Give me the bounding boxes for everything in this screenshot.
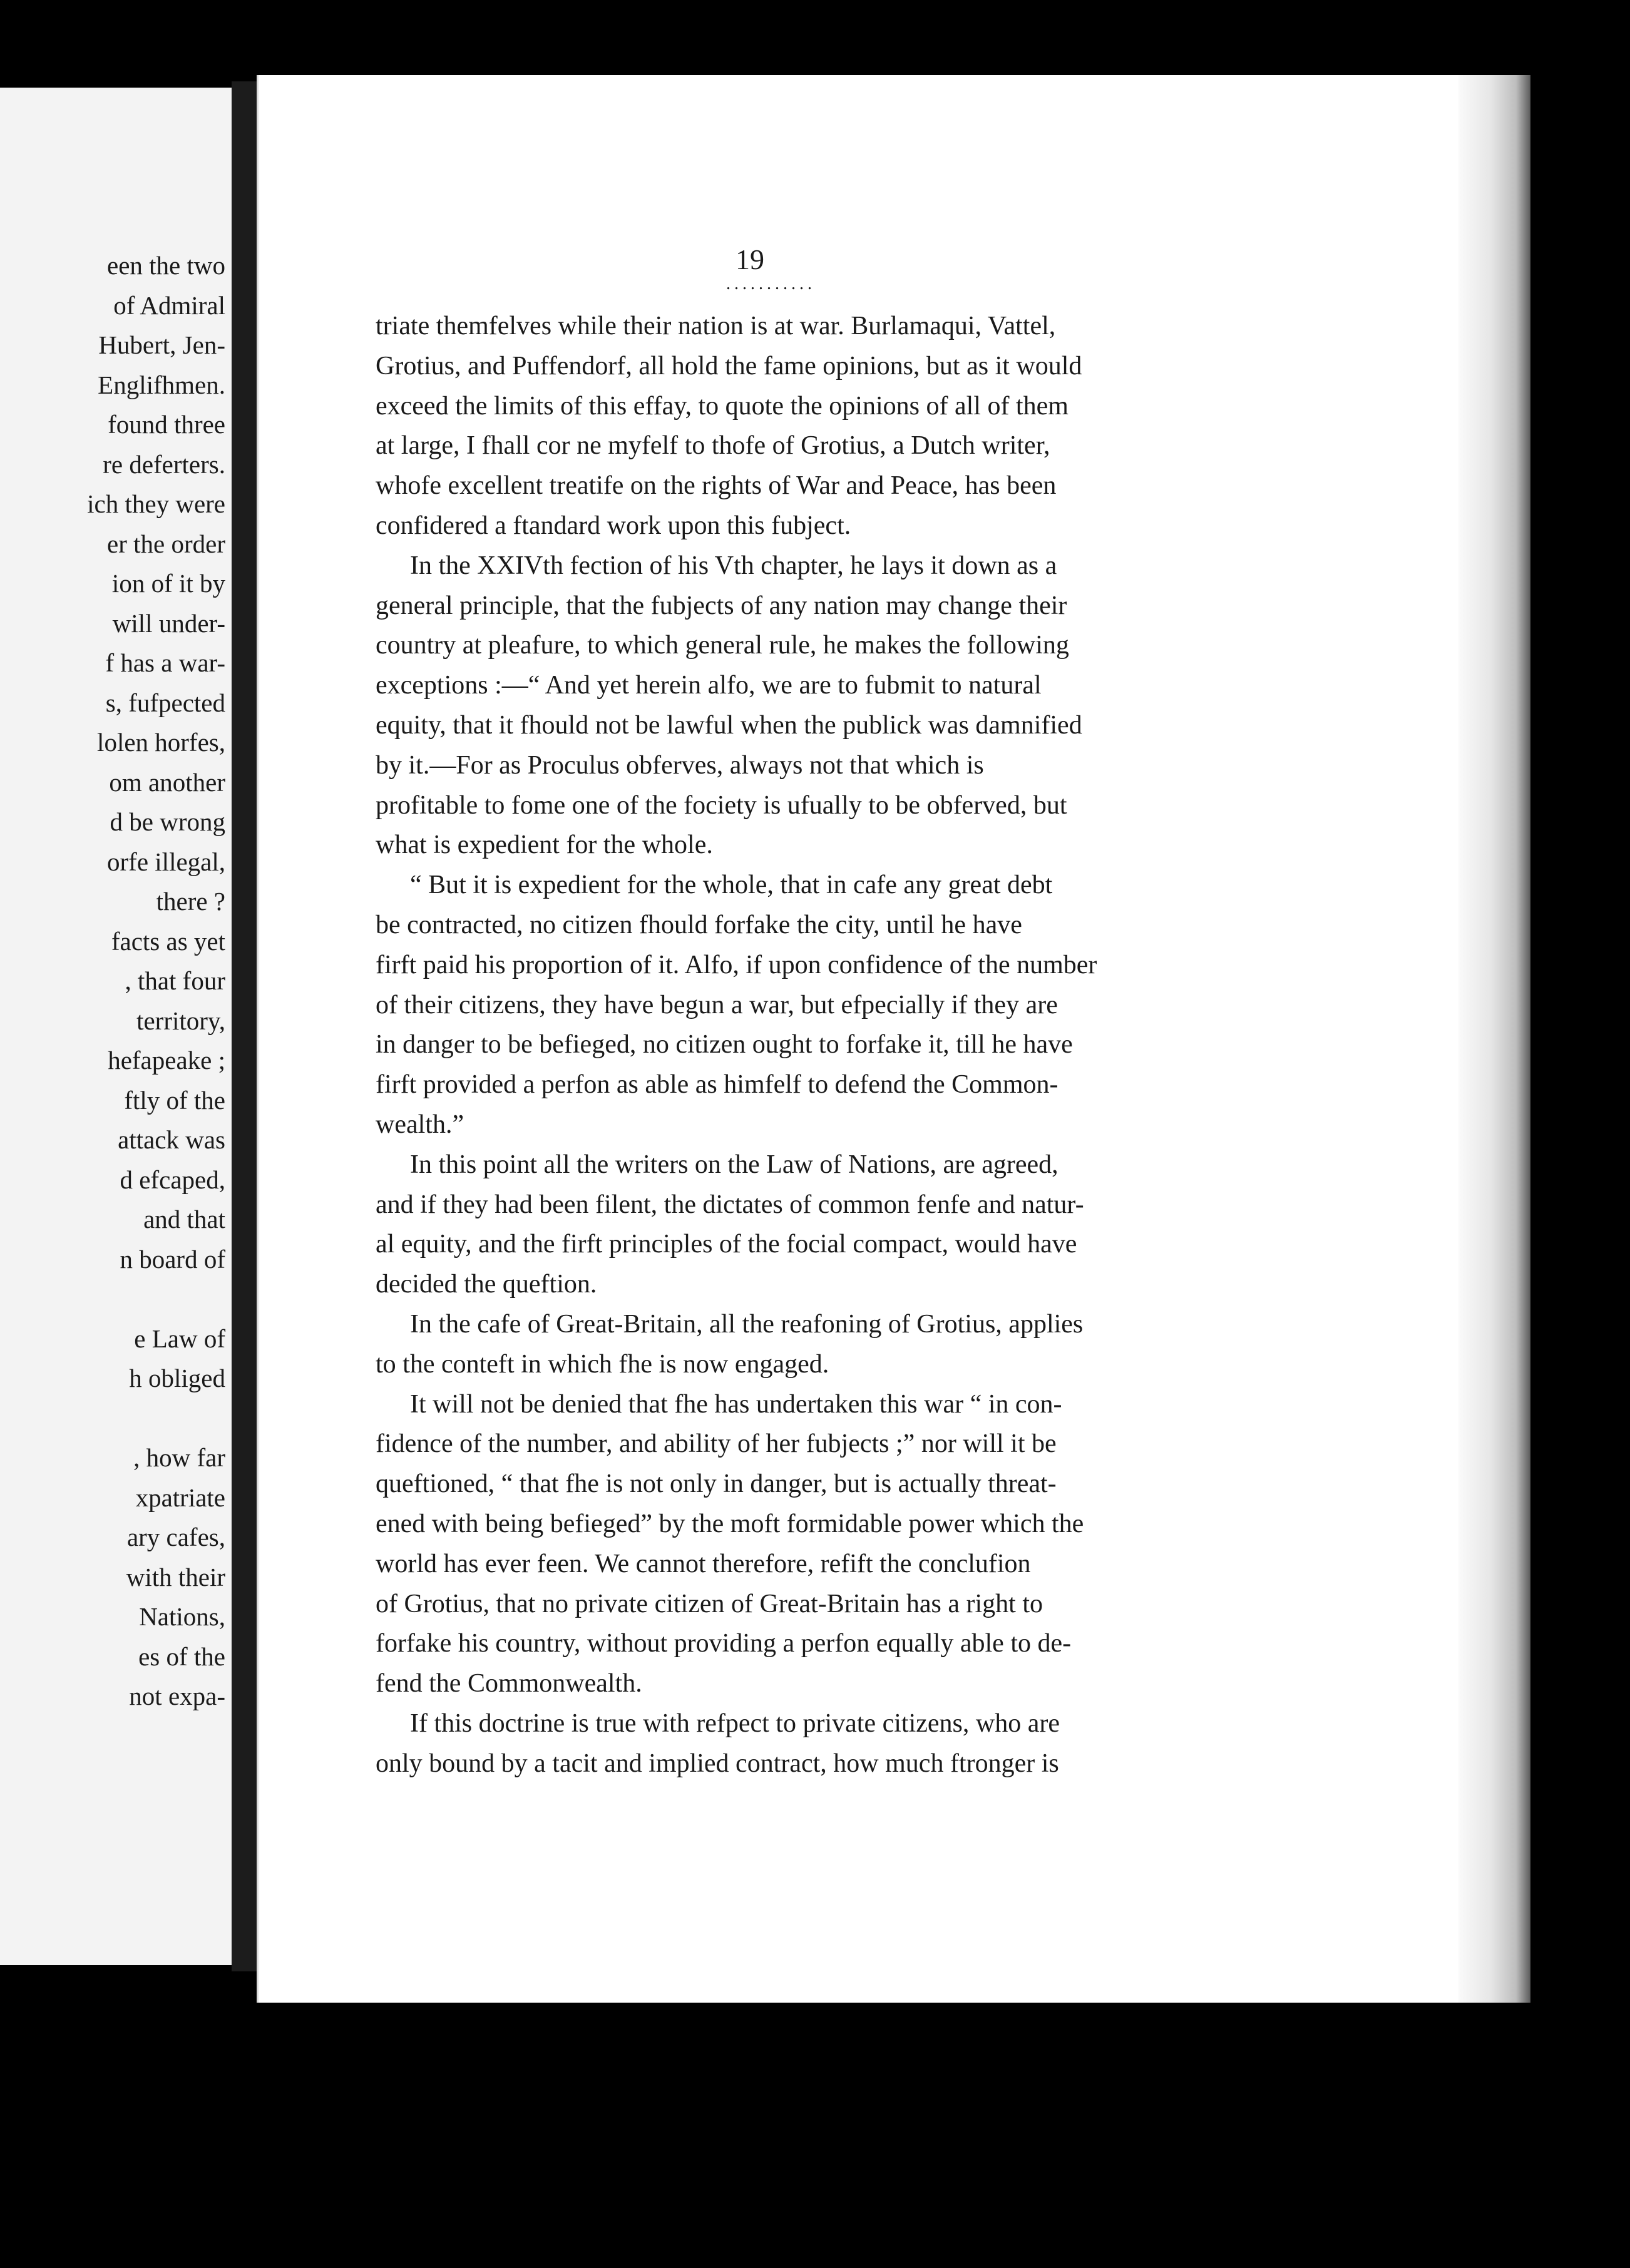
- text-line: If this doctrine is true with refpect to private citizens, who are: [410, 1709, 1060, 1738]
- text-line: of Grotius, that no private citizen of Great-Britain has a right to: [376, 1589, 1043, 1618]
- left-page-line: er the order: [107, 529, 225, 558]
- text-line: It will not be denied that fhe has undertaken this war “ in con-: [410, 1389, 1062, 1419]
- left-page-line: with their: [126, 1562, 225, 1591]
- left-page-line: there ?: [156, 887, 225, 916]
- text-line: fend the Commonwealth.: [376, 1669, 642, 1698]
- text-line: of their citizens, they have begun a war, but efpecially if they are: [376, 990, 1058, 1019]
- text-line: fidence of the number, and ability of her fubjects ;” nor will it be: [376, 1429, 1057, 1459]
- left-page-line: , how far: [133, 1443, 225, 1472]
- text-line: country at pleafure, to which general rule, he makes the following: [376, 631, 1069, 660]
- text-line: ened with being befieged” by the moft formidable power which the: [376, 1509, 1084, 1538]
- page-number-ornament: ...........: [726, 274, 816, 294]
- left-page-line: found three: [108, 410, 225, 439]
- left-page-line: d be wrong: [110, 807, 225, 836]
- text-line: In the cafe of Great-Britain, all the reafoning of Grotius, applies: [410, 1309, 1084, 1339]
- left-page-line: een the two: [107, 251, 225, 280]
- text-line: at large, I fhall cor ne myfelf to thofe of Grotius, a Dutch writer,: [376, 431, 1050, 461]
- left-page-line: hefapeake ;: [108, 1046, 225, 1075]
- text-line: profitable to fome one of the fociety is ufually to be obferved, but: [376, 790, 1067, 820]
- left-page-line: territory,: [136, 1006, 225, 1035]
- text-line: triate themfelves while their nation is at war. Burlamaqui, Vattel,: [376, 312, 1056, 340]
- left-page-line: lolen horfes,: [97, 728, 225, 757]
- text-line: firft provided a perfon as able as himfelf to defend the Common-: [376, 1070, 1058, 1100]
- text-line: whofe excellent treatife on the rights of War and Peace, has been: [376, 471, 1057, 501]
- left-page-line: ftly of the: [124, 1085, 225, 1115]
- text-line: exceptions :—“ And yet herein alfo, we are to fubmit to natural: [376, 671, 1042, 700]
- text-line: al equity, and the firft principles of the focial compact, would have: [376, 1230, 1077, 1259]
- text-line: “ But it is expedient for the whole, that in cafe any great debt: [410, 871, 1053, 900]
- text-line: In the XXIVth fection of his Vth chapter, he lays it down as a: [410, 551, 1057, 580]
- left-page-line: f has a war-: [105, 648, 225, 677]
- page-edge-shadow: [1458, 75, 1530, 2003]
- left-page-line: facts as yet: [111, 926, 225, 956]
- text-line: what is expedient for the whole.: [376, 830, 713, 860]
- text-line: confidered a ftandard work upon this fubject.: [376, 511, 851, 540]
- left-page: [0, 88, 232, 1965]
- left-page-line: will under-: [112, 608, 225, 638]
- left-page-line: re deferters.: [103, 449, 225, 479]
- text-line: and if they had been filent, the dictates of common fenfe and natur-: [376, 1190, 1084, 1219]
- left-page-line: ich they were: [87, 489, 225, 518]
- text-line: wealth.”: [376, 1110, 464, 1139]
- text-line: exceed the limits of this effay, to quote the opinions of all of them: [376, 391, 1069, 421]
- page-number: 19: [736, 243, 764, 275]
- left-page-line: , that four: [125, 966, 225, 995]
- text-line: queftioned, “ that fhe is not only in danger, but is actually threat-: [376, 1469, 1057, 1499]
- text-line: equity, that it fhould not be lawful when the publick was damnified: [376, 710, 1082, 740]
- left-page-line: Englifhmen.: [98, 370, 225, 399]
- left-page-line: orfe illegal,: [107, 847, 225, 876]
- text-line: firft paid his proportion of it. Alfo, if upon confidence of the number: [376, 950, 1097, 979]
- left-page-line: attack was: [118, 1125, 225, 1154]
- text-line: Grotius, and Puffendorf, all hold the fame opinions, but as it would: [376, 351, 1082, 381]
- left-page-line: n board of: [120, 1244, 225, 1274]
- left-page-line: ary cafes,: [126, 1523, 225, 1551]
- text-line: only bound by a tacit and implied contract, how much ftronger is: [376, 1749, 1059, 1778]
- text-line: be contracted, no citizen fhould forfake the city, until he have: [376, 910, 1022, 939]
- left-page-line: h obliged: [129, 1364, 225, 1392]
- left-page-line: Nations,: [139, 1602, 225, 1631]
- left-page-line: not expa-: [129, 1682, 225, 1710]
- text-line: decided the queftion.: [376, 1270, 597, 1299]
- left-page-line: om another: [109, 767, 225, 797]
- text-line: forfake his country, without providing a perfon equally able to de-: [376, 1629, 1072, 1658]
- text-line: to the conteft in which fhe is now engaged.: [376, 1349, 829, 1379]
- text-line: world has ever feen. We cannot therefore, refift the conclufion: [376, 1549, 1031, 1578]
- left-page-line: xpatriate: [135, 1483, 225, 1512]
- text-line: general principle, that the fubjects of any nation may change their: [376, 591, 1067, 620]
- text-line: In this point all the writers on the Law of Nations, are agreed,: [410, 1150, 1058, 1179]
- text-line: in danger to be befieged, no citizen ought to forfake it, till he have: [376, 1030, 1073, 1060]
- left-page-line: of Admiral: [113, 290, 225, 320]
- left-page-line: e Law of: [134, 1324, 225, 1353]
- left-page-line: s, fufpected: [105, 688, 225, 717]
- left-page-line: es of the: [138, 1642, 225, 1671]
- left-page-line: ion of it by: [111, 569, 225, 598]
- left-page-line: d efcaped,: [120, 1165, 225, 1194]
- left-page-line: Hubert, Jen-: [98, 330, 225, 359]
- text-line: by it.—For as Proculus obferves, always not that which is: [376, 750, 984, 780]
- body-text: [376, 307, 1196, 1784]
- left-page-line: and that: [143, 1205, 225, 1234]
